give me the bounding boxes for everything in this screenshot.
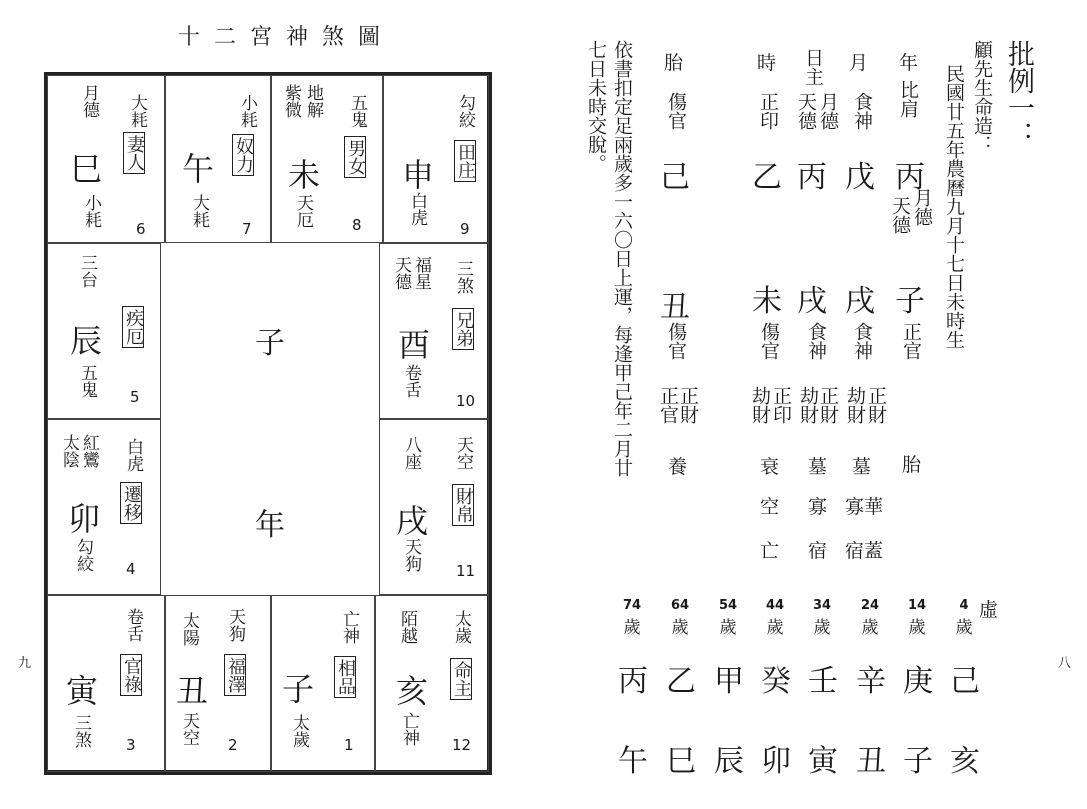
center-year-label: 年 (255, 508, 285, 543)
luck-stem: 己 (950, 664, 980, 699)
day-spirit: 寡 (808, 496, 828, 518)
cell-stars: 八座 (401, 436, 421, 470)
cell-stars: 福星 (411, 256, 431, 290)
cell-number: 3 (126, 736, 136, 754)
palace-cell-chen (47, 243, 161, 419)
palace-name-box: 官祿 (120, 654, 142, 696)
page-number-right: 八 (1058, 656, 1072, 671)
palace-cell-shen (383, 75, 489, 243)
cell-branch: 戌 (396, 502, 429, 540)
pillar-label-conception: 胎 (664, 52, 684, 74)
cell-palace-star: 勾絞 (455, 94, 475, 128)
cell-stars: 天德 (391, 256, 411, 290)
cell-branch: 申 (402, 156, 435, 194)
cell-branch: 子 (282, 670, 315, 708)
pillar-label-day: 日主 (802, 48, 824, 86)
palace-name-box: 相品 (334, 656, 356, 698)
luck-branch: 辰 (714, 744, 744, 779)
cell-bottom-star: 小耗 (81, 194, 101, 228)
cell-branch: 卯 (68, 500, 101, 538)
cell-bottom-star: 天狗 (401, 538, 421, 572)
pillar-label-month: 月 (849, 52, 869, 74)
cell-branch: 酉 (398, 326, 431, 364)
cell-stars: 陌越 (397, 610, 417, 644)
cell-number: 12 (452, 736, 472, 754)
cell-bottom-star: 大耗 (189, 194, 209, 228)
cell-palace-star: 小耗 (237, 94, 257, 128)
cell-stars: 地解 (303, 84, 323, 118)
luck-stem: 甲 (714, 664, 744, 699)
day-stage: 墓 (808, 456, 828, 478)
luck-stem: 丙 (618, 664, 648, 699)
day-relation: 劫財 (797, 386, 819, 424)
cell-stars: 月德 (79, 84, 99, 118)
hour-spirit: 亡 (760, 540, 780, 562)
cell-palace-star: 亡神 (339, 610, 359, 644)
cell-bottom-star: 三煞 (71, 714, 91, 748)
day-stem: 丙 (797, 160, 827, 195)
cell-palace-star: 白虎 (123, 438, 143, 472)
subject-line: 顧先生命造： (971, 40, 993, 154)
cell-bottom-star: 勾絞 (73, 538, 93, 572)
birth-line: 民國廿五年農曆九月十七日未時生 (943, 64, 965, 349)
month-stage: 墓 (852, 456, 872, 478)
cell-branch: 寅 (66, 672, 99, 710)
cell-number: 5 (130, 388, 140, 406)
palace-name-box: 命主 (450, 658, 472, 700)
palace-cell-mao (47, 419, 161, 595)
palace-name-box: 田庄 (454, 140, 476, 182)
conception-stem-note: 傷官 (665, 92, 687, 130)
cell-stars: 太陽 (179, 612, 199, 646)
hour-branch: 未 (752, 284, 782, 319)
cell-number: 4 (126, 560, 136, 578)
palace-cell-wei (271, 75, 383, 243)
year-note: 天德 (889, 196, 911, 234)
hour-stem: 乙 (752, 160, 782, 195)
age-marker: 54 歲 (718, 598, 738, 638)
hour-stage: 衰 (760, 456, 780, 478)
palace-name-box: 妻人 (123, 132, 145, 174)
cell-number: 6 (136, 220, 146, 238)
cell-number: 10 (456, 392, 476, 410)
hour-relation: 正印 (770, 386, 792, 424)
cell-bottom-star: 天空 (179, 712, 199, 746)
cell-stars: 紫微 (281, 84, 301, 118)
cell-branch: 未 (288, 156, 321, 194)
cell-palace-star: 五鬼 (347, 94, 367, 128)
luck-stem: 癸 (761, 664, 791, 699)
year-stem: 丙 (895, 160, 925, 195)
cell-bottom-star: 白虎 (407, 192, 427, 226)
palace-name-box: 兄弟 (452, 308, 474, 350)
palace-name-box: 遷移 (120, 482, 142, 524)
cell-bottom-star: 天厄 (293, 194, 313, 228)
day-hidden-stem: 食神 (805, 322, 827, 360)
day-stem-note: 月德 (817, 92, 839, 130)
pillar-label-hour: 時 (757, 52, 777, 74)
cell-number: 8 (352, 216, 362, 234)
cell-number: 11 (456, 562, 476, 580)
luck-stem: 庚 (903, 664, 933, 699)
virtual-age-label: 虛 (979, 599, 999, 621)
example-heading: 批例一： (1003, 40, 1034, 148)
palace-cell-hai (375, 595, 489, 772)
cell-palace-star: 三煞 (453, 260, 473, 294)
pillar-label-year: 年 (899, 52, 919, 74)
cell-number: 1 (344, 736, 354, 754)
year-note: 月德 (911, 188, 933, 226)
age-marker: 24 歲 (860, 598, 880, 638)
luck-stem: 辛 (856, 664, 886, 699)
month-relation: 劫財 (844, 386, 866, 424)
age-marker: 14 歲 (907, 598, 927, 638)
month-hidden-stem: 食神 (851, 322, 873, 360)
conception-hidden-stem: 傷官 (665, 322, 687, 360)
cell-bottom-star: 亡神 (399, 712, 419, 746)
cell-branch: 亥 (396, 672, 429, 710)
cell-palace-star: 天空 (453, 436, 473, 470)
conception-relation: 正官 (657, 386, 679, 424)
hour-relation: 劫財 (749, 386, 771, 424)
day-relation: 正財 (817, 386, 839, 424)
center-year-branch: 子 (255, 326, 285, 361)
hour-spirit: 空 (760, 496, 780, 518)
luck-branch: 丑 (856, 744, 886, 779)
chart-title: 十二宮神煞圖 (178, 25, 395, 50)
age-marker: 4 歲 (955, 598, 973, 638)
year-branch: 子 (895, 284, 925, 319)
luck-branch: 子 (903, 744, 933, 779)
page-number-left: 九 (18, 656, 32, 671)
palace-cell-you (379, 243, 489, 419)
day-stem-note: 天德 (795, 92, 817, 130)
palace-cell-chou (165, 595, 271, 772)
hour-hidden-stem: 傷官 (758, 322, 780, 360)
year-hidden-stem: 正官 (900, 322, 922, 360)
year-stage: 胎 (902, 454, 922, 476)
month-spirit: 寡華 (845, 496, 884, 518)
cell-bottom-star: 太歲 (289, 714, 309, 748)
cell-number: 2 (228, 736, 238, 754)
cell-palace-star: 卷舌 (123, 608, 143, 642)
palace-name-box: 福澤 (224, 654, 246, 696)
cell-branch: 丑 (176, 672, 209, 710)
palace-name-box: 疾厄 (122, 306, 144, 348)
age-marker: 64 歲 (670, 598, 690, 638)
luck-branch: 寅 (808, 744, 838, 779)
palace-name-box: 奴力 (232, 134, 254, 176)
conception-relation: 正財 (677, 386, 699, 424)
luck-branch: 午 (618, 744, 648, 779)
conception-stem: 己 (660, 160, 690, 195)
palace-cell-yin (47, 595, 165, 772)
month-stem-note: 食神 (851, 92, 873, 130)
luck-stem: 壬 (808, 664, 838, 699)
month-stem: 戊 (845, 160, 875, 195)
palace-cell-zi (271, 595, 375, 772)
luck-start-note: 依書扣定足兩歲多一六〇日上運，每逢甲己年二月廿 (611, 40, 633, 477)
month-spirit: 宿蓋 (845, 540, 884, 562)
cell-palace-star: 大耗 (127, 94, 147, 128)
palace-name-box: 男女 (344, 136, 366, 178)
palace-cell-wu (165, 75, 271, 243)
cell-branch: 巳 (70, 150, 103, 188)
conception-stage: 養 (668, 456, 688, 478)
month-branch: 戌 (845, 284, 875, 319)
cell-palace-star: 天狗 (225, 608, 245, 642)
day-branch: 戌 (797, 284, 827, 319)
age-marker: 44 歲 (765, 598, 785, 638)
month-relation: 正財 (865, 386, 887, 424)
day-spirit: 宿 (808, 540, 828, 562)
cell-palace-star: 太歲 (451, 610, 471, 644)
cell-branch: 午 (182, 150, 215, 188)
year-stem-note: 比肩 (897, 80, 919, 118)
luck-branch: 亥 (950, 744, 980, 779)
cell-number: 7 (242, 220, 252, 238)
cell-branch: 辰 (70, 322, 103, 360)
palace-cell-xu (379, 419, 489, 595)
luck-branch: 巳 (666, 744, 696, 779)
cell-stars: 紅鸞 (79, 434, 99, 468)
luck-start-note: 七日未時交脫。 (585, 40, 607, 173)
luck-stem: 乙 (666, 664, 696, 699)
cell-bottom-star: 五鬼 (77, 364, 97, 398)
luck-branch: 卯 (761, 744, 791, 779)
palace-name-box: 財帛 (452, 484, 474, 526)
palace-cell-si (47, 75, 165, 243)
cell-stars: 三台 (77, 254, 97, 288)
hour-stem-note: 正印 (757, 92, 779, 130)
cell-stars: 太陰 (59, 434, 79, 468)
age-marker: 74 歲 (622, 598, 642, 638)
cell-number: 9 (460, 220, 470, 238)
conception-branch: 丑 (660, 290, 690, 325)
age-marker: 34 歲 (812, 598, 832, 638)
cell-bottom-star: 卷舌 (401, 364, 421, 398)
